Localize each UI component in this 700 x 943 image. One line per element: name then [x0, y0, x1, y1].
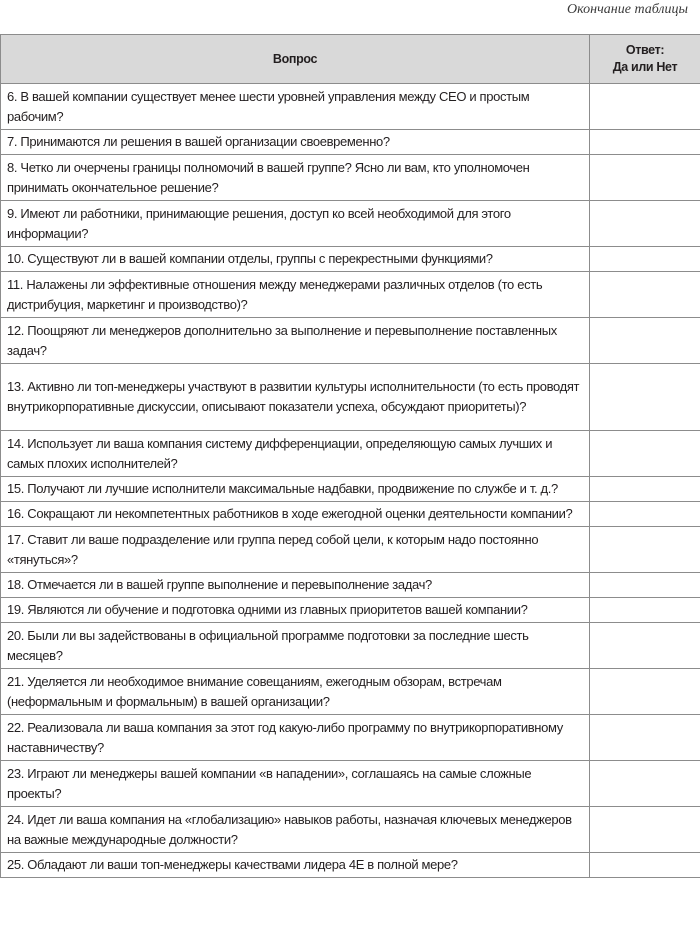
answer-cell[interactable]: [590, 853, 700, 878]
answer-cell[interactable]: [590, 477, 700, 502]
table-row: [1, 155, 700, 201]
table-row: [1, 527, 700, 573]
question-column-header: Вопрос: [1, 35, 590, 84]
answer-cell[interactable]: [590, 318, 700, 364]
question-cell: 14. Использует ли ваша компания систему дифференциации, определяющую самых лучших и самых плохих исполнителей?: [1, 431, 590, 477]
table-row: [1, 623, 700, 669]
answer-cell[interactable]: [590, 527, 700, 573]
table-row: [1, 318, 700, 364]
table-row: [1, 807, 700, 853]
answer-header-line-2: Да или Нет: [612, 60, 678, 74]
question-cell: 18. Отмечается ли в вашей группе выполнение и перевыполнение задач?: [1, 573, 590, 598]
answer-cell[interactable]: [590, 130, 700, 155]
table-row: [1, 715, 700, 761]
table-row: [1, 431, 700, 477]
table-row: [1, 853, 700, 878]
question-cell: 25. Обладают ли ваши топ-менеджеры качествами лидера 4E в полной мере?: [1, 853, 590, 878]
answer-cell[interactable]: [590, 807, 700, 853]
question-cell: 7. Принимаются ли решения в вашей организации своевременно?: [1, 130, 590, 155]
answer-cell[interactable]: [590, 201, 700, 247]
table-row: [1, 761, 700, 807]
question-cell: 15. Получают ли лучшие исполнители максимальные надбавки, продвижение по службе и т. д.?: [1, 477, 590, 502]
table-row: [1, 84, 700, 130]
answer-cell[interactable]: [590, 84, 700, 130]
table-row: [1, 364, 700, 431]
table-row: [1, 502, 700, 527]
question-cell: 19. Являются ли обучение и подготовка одними из главных приоритетов вашей компании?: [1, 598, 590, 623]
answer-column-header: [590, 35, 700, 84]
table-row: [1, 573, 700, 598]
answer-cell[interactable]: [590, 598, 700, 623]
answer-cell[interactable]: [590, 155, 700, 201]
table-row: [1, 477, 700, 502]
question-cell: 10. Существуют ли в вашей компании отделы, группы с перекрестными функциями?: [1, 247, 590, 272]
question-cell: 9. Имеют ли работники, принимающие решения, доступ ко всей необходимой для этого информации?: [1, 201, 590, 247]
question-cell: 21. Уделяется ли необходимое внимание совещаниям, ежегодным обзорам, встречам (неформальным и формальным) в вашей организации?: [1, 669, 590, 715]
table-continuation-caption: Окончание таблицы: [567, 2, 688, 17]
table-row: [1, 247, 700, 272]
table-row: [1, 272, 700, 318]
table-row: [1, 598, 700, 623]
question-cell: 8. Четко ли очерчены границы полномочий в вашей группе? Ясно ли вам, кто уполномочен принимать окончательное решение?: [1, 155, 590, 201]
answer-cell[interactable]: [590, 431, 700, 477]
question-cell: 24. Идет ли ваша компания на «глобализацию» навыков работы, назначая ключевых менеджеров на важные международные должности?: [1, 807, 590, 853]
table-row: [1, 669, 700, 715]
question-cell: 17. Ставит ли ваше подразделение или группа перед собой цели, к которым надо постоянно «тянуться»?: [1, 527, 590, 573]
answer-header-line-1: Ответ:: [625, 43, 665, 57]
answer-cell[interactable]: [590, 272, 700, 318]
question-cell: 11. Налажены ли эффективные отношения между менеджерами различных отделов (то есть дистрибуция, маркетинг и производство)?: [1, 272, 590, 318]
questionnaire-table: [0, 34, 700, 878]
answer-cell[interactable]: [590, 623, 700, 669]
answer-cell[interactable]: [590, 247, 700, 272]
answer-cell[interactable]: [590, 669, 700, 715]
question-cell: 23. Играют ли менеджеры вашей компании «в нападении», соглашаясь на самые сложные проекты?: [1, 761, 590, 807]
question-cell: 12. Поощряют ли менеджеров дополнительно за выполнение и перевыполнение поставленных задач?: [1, 318, 590, 364]
table-row: [1, 201, 700, 247]
question-cell: 22. Реализовала ли ваша компания за этот год какую-либо программу по внутрикорпоративному наставничеству?: [1, 715, 590, 761]
question-cell: 20. Были ли вы задействованы в официальной программе подготовки за последние шесть месяцев?: [1, 623, 590, 669]
answer-cell[interactable]: [590, 573, 700, 598]
question-cell: 6. В вашей компании существует менее шести уровней управления между CEO и простым рабочим?: [1, 84, 590, 130]
answer-cell[interactable]: [590, 502, 700, 527]
answer-cell[interactable]: [590, 761, 700, 807]
answer-cell[interactable]: [590, 364, 700, 431]
table-header-row: [1, 35, 700, 84]
answer-cell[interactable]: [590, 715, 700, 761]
question-cell: 13. Активно ли топ-менеджеры участвуют в развитии культуры исполнительности (то есть проводят внутрикорпоративные дискуссии, описывают показатели успеха, обсуждают приоритеты)?: [1, 364, 590, 431]
question-cell: 16. Сокращают ли некомпетентных работников в ходе ежегодной оценки деятельности компании?: [1, 502, 590, 527]
table-row: [1, 130, 700, 155]
